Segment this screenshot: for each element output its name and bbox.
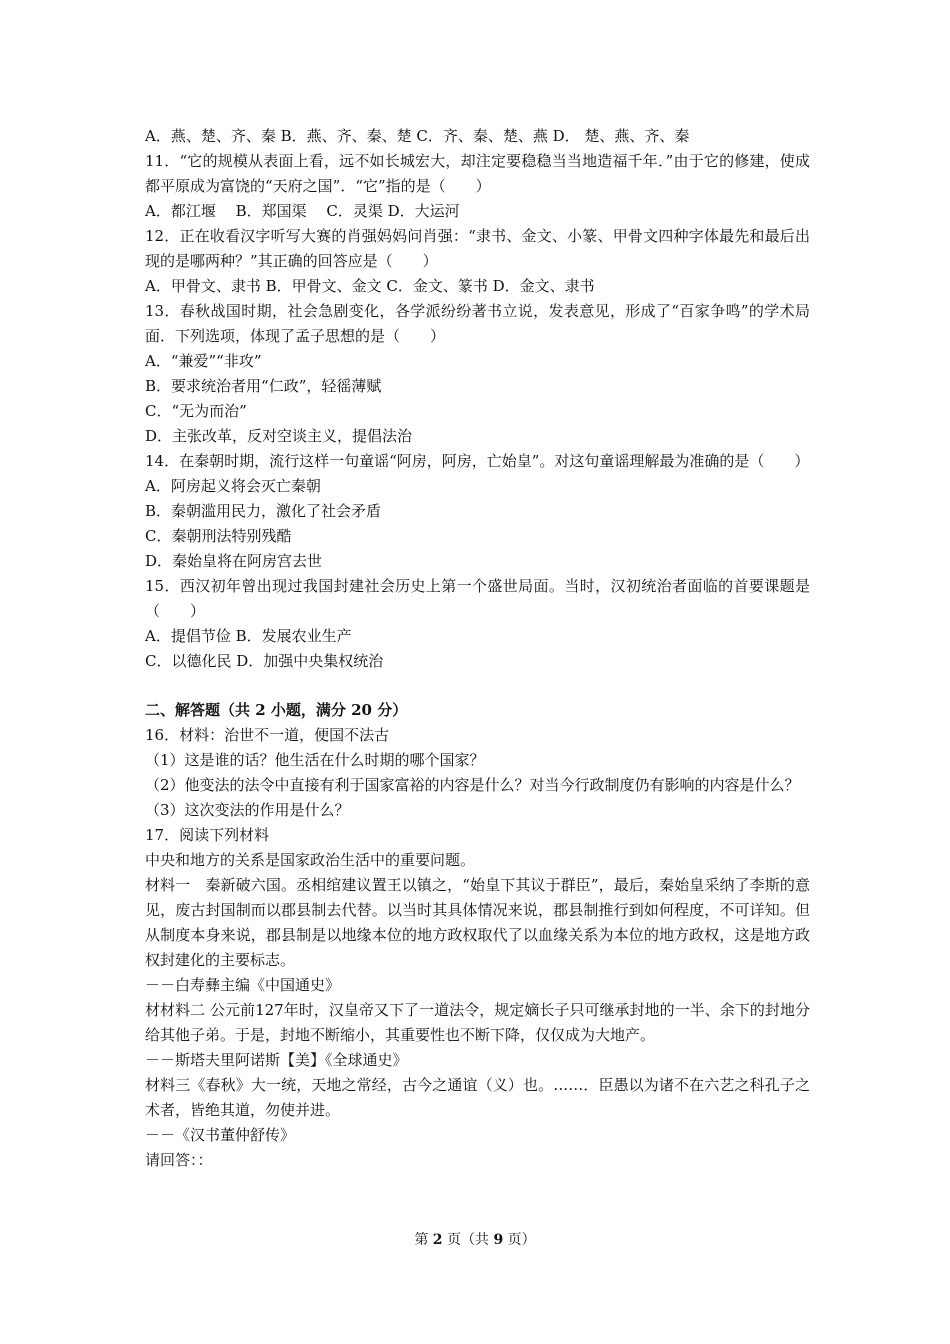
footer-page-number: 2 [432, 1232, 443, 1248]
footer-prefix: 第 [414, 1232, 433, 1248]
q17-ask: 请回答：： [145, 1151, 213, 1169]
q13-option-c: C．“无为而治” [145, 402, 247, 420]
q14-option-d: D．秦始皇将在阿房宫去世 [145, 552, 323, 570]
q16-sub-1: （1）这是谁的话？他生活在什么时期的哪个国家？ [145, 751, 485, 769]
q11-options: A．都江堰 B．郑国渠 C．灵渠 D．大运河 [145, 202, 460, 220]
q17-material-3-source: －－《汉书董仲舒传》 [145, 1126, 296, 1144]
q12-stem: 12．正在收看汉字听写大赛的肖强妈妈问肖强：“隶书、金文、小篆、甲骨文四种字体最先和最后出现的是哪两种？”其正确的回答应是（ ） [145, 227, 810, 270]
q15-options-ab: A．提倡节俭 B．发展农业生产 [145, 627, 352, 645]
q14-option-a: A．阿房起义将会灭亡秦朝 [145, 477, 321, 495]
q17-material-2-source: －－斯塔夫里阿诺斯【美】《全球通史》 [145, 1051, 408, 1069]
q14-option-c: C．秦朝刑法特别残酷 [145, 527, 292, 545]
q12-options: A．甲骨文、隶书 B．甲骨文、金文 C．金文、篆书 D．金文、隶书 [145, 277, 595, 295]
q13-option-d: D．主张改革，反对空谈主义，提倡法治 [145, 427, 413, 445]
section-spacer [145, 674, 810, 698]
document-page [145, 124, 810, 1173]
q17-stem: 17．阅读下列材料 [145, 826, 270, 844]
q15-options-cd: C．以德化民 D．加强中央集权统治 [145, 652, 384, 670]
q16-sub-3: （3）这次变法的作用是什么？ [145, 801, 350, 819]
page-footer [0, 1229, 950, 1249]
q14-stem: 14．在秦朝时期，流行这样一句童谣“阿房，阿房，亡始皇”。对这句童谣理解最为准确的是（ ） [145, 452, 810, 470]
q13-option-b: B．要求统治者用“仁政”，轻徭薄赋 [145, 377, 382, 395]
q17-intro: 中央和地方的关系是国家政治生活中的重要问题。 [145, 851, 476, 869]
q13-stem: 13．春秋战国时期，社会急剧变化，各学派纷纷著书立说，发表意见，形成了“百家争鸣”的学术局面．下列选项，体现了孟子思想的是（ ） [145, 302, 810, 345]
q10-options: A．燕、楚、齐、秦 B．燕、齐、秦、楚 C．齐、秦、楚、燕 D． 楚、燕、齐、秦 [145, 127, 690, 145]
q17-material-3: 材料三《春秋》大一统，天地之常经，古今之通谊（义）也。……．臣愚以为诸不在六艺之科孔子之术者，皆绝其道，勿使并进。 [145, 1076, 810, 1119]
q17-material-1: 材料一 秦新破六国。丞相绾建议置王以镇之，“始皇下其议于群臣”，最后，秦始皇采纳了李斯的意见，废古封国制而以郡县制去代替。以当时其具体情况来说，郡县制推行到如何程度，不可详知。但从制度本身来说，郡县制是以地缘本位的地方政权取代了以血缘关系为本位的地方政权，这是地方政权封建化的主要标志。 [145, 876, 810, 969]
q16-sub-2: （2）他变法的法令中直接有利于国家富裕的内容是什么？对当今行政制度仍有影响的内容是什么？ [145, 776, 800, 794]
section-2-title: 二、解答题（共 2 小题，满分 20 分） [145, 701, 408, 719]
q16-stem: 16．材料：治世不一道，便国不法古 [145, 726, 390, 744]
q13-option-a: A．“兼爱”“非攻” [145, 352, 262, 370]
footer-total-pages: 9 [493, 1232, 504, 1248]
q15-stem: 15．西汉初年曾出现过我国封建社会历史上第一个盛世局面。当时，汉初统治者面临的首要课题是（ ） [145, 577, 810, 620]
footer-suffix: 页） [503, 1232, 536, 1248]
footer-middle: 页（共 [442, 1232, 494, 1248]
q17-material-2: 材材料二 公元前127年时，汉皇帝又下了一道法令，规定嫡长子只可继承封地的一半、余下的封地分给其他子弟。于是，封地不断缩小，其重要性也不断下降，仅仅成为大地产。 [145, 1001, 810, 1044]
q17-material-1-source: －－白寿彝主编《中国通史》 [145, 976, 341, 994]
q11-stem: 11．“它的规模从表面上看，远不如长城宏大，却注定要稳稳当当地造福千年．”由于它的修建，使成都平原成为富饶的“天府之国”．“它”指的是（ ） [145, 152, 810, 195]
q14-option-b: B．秦朝滥用民力，激化了社会矛盾 [145, 502, 382, 520]
